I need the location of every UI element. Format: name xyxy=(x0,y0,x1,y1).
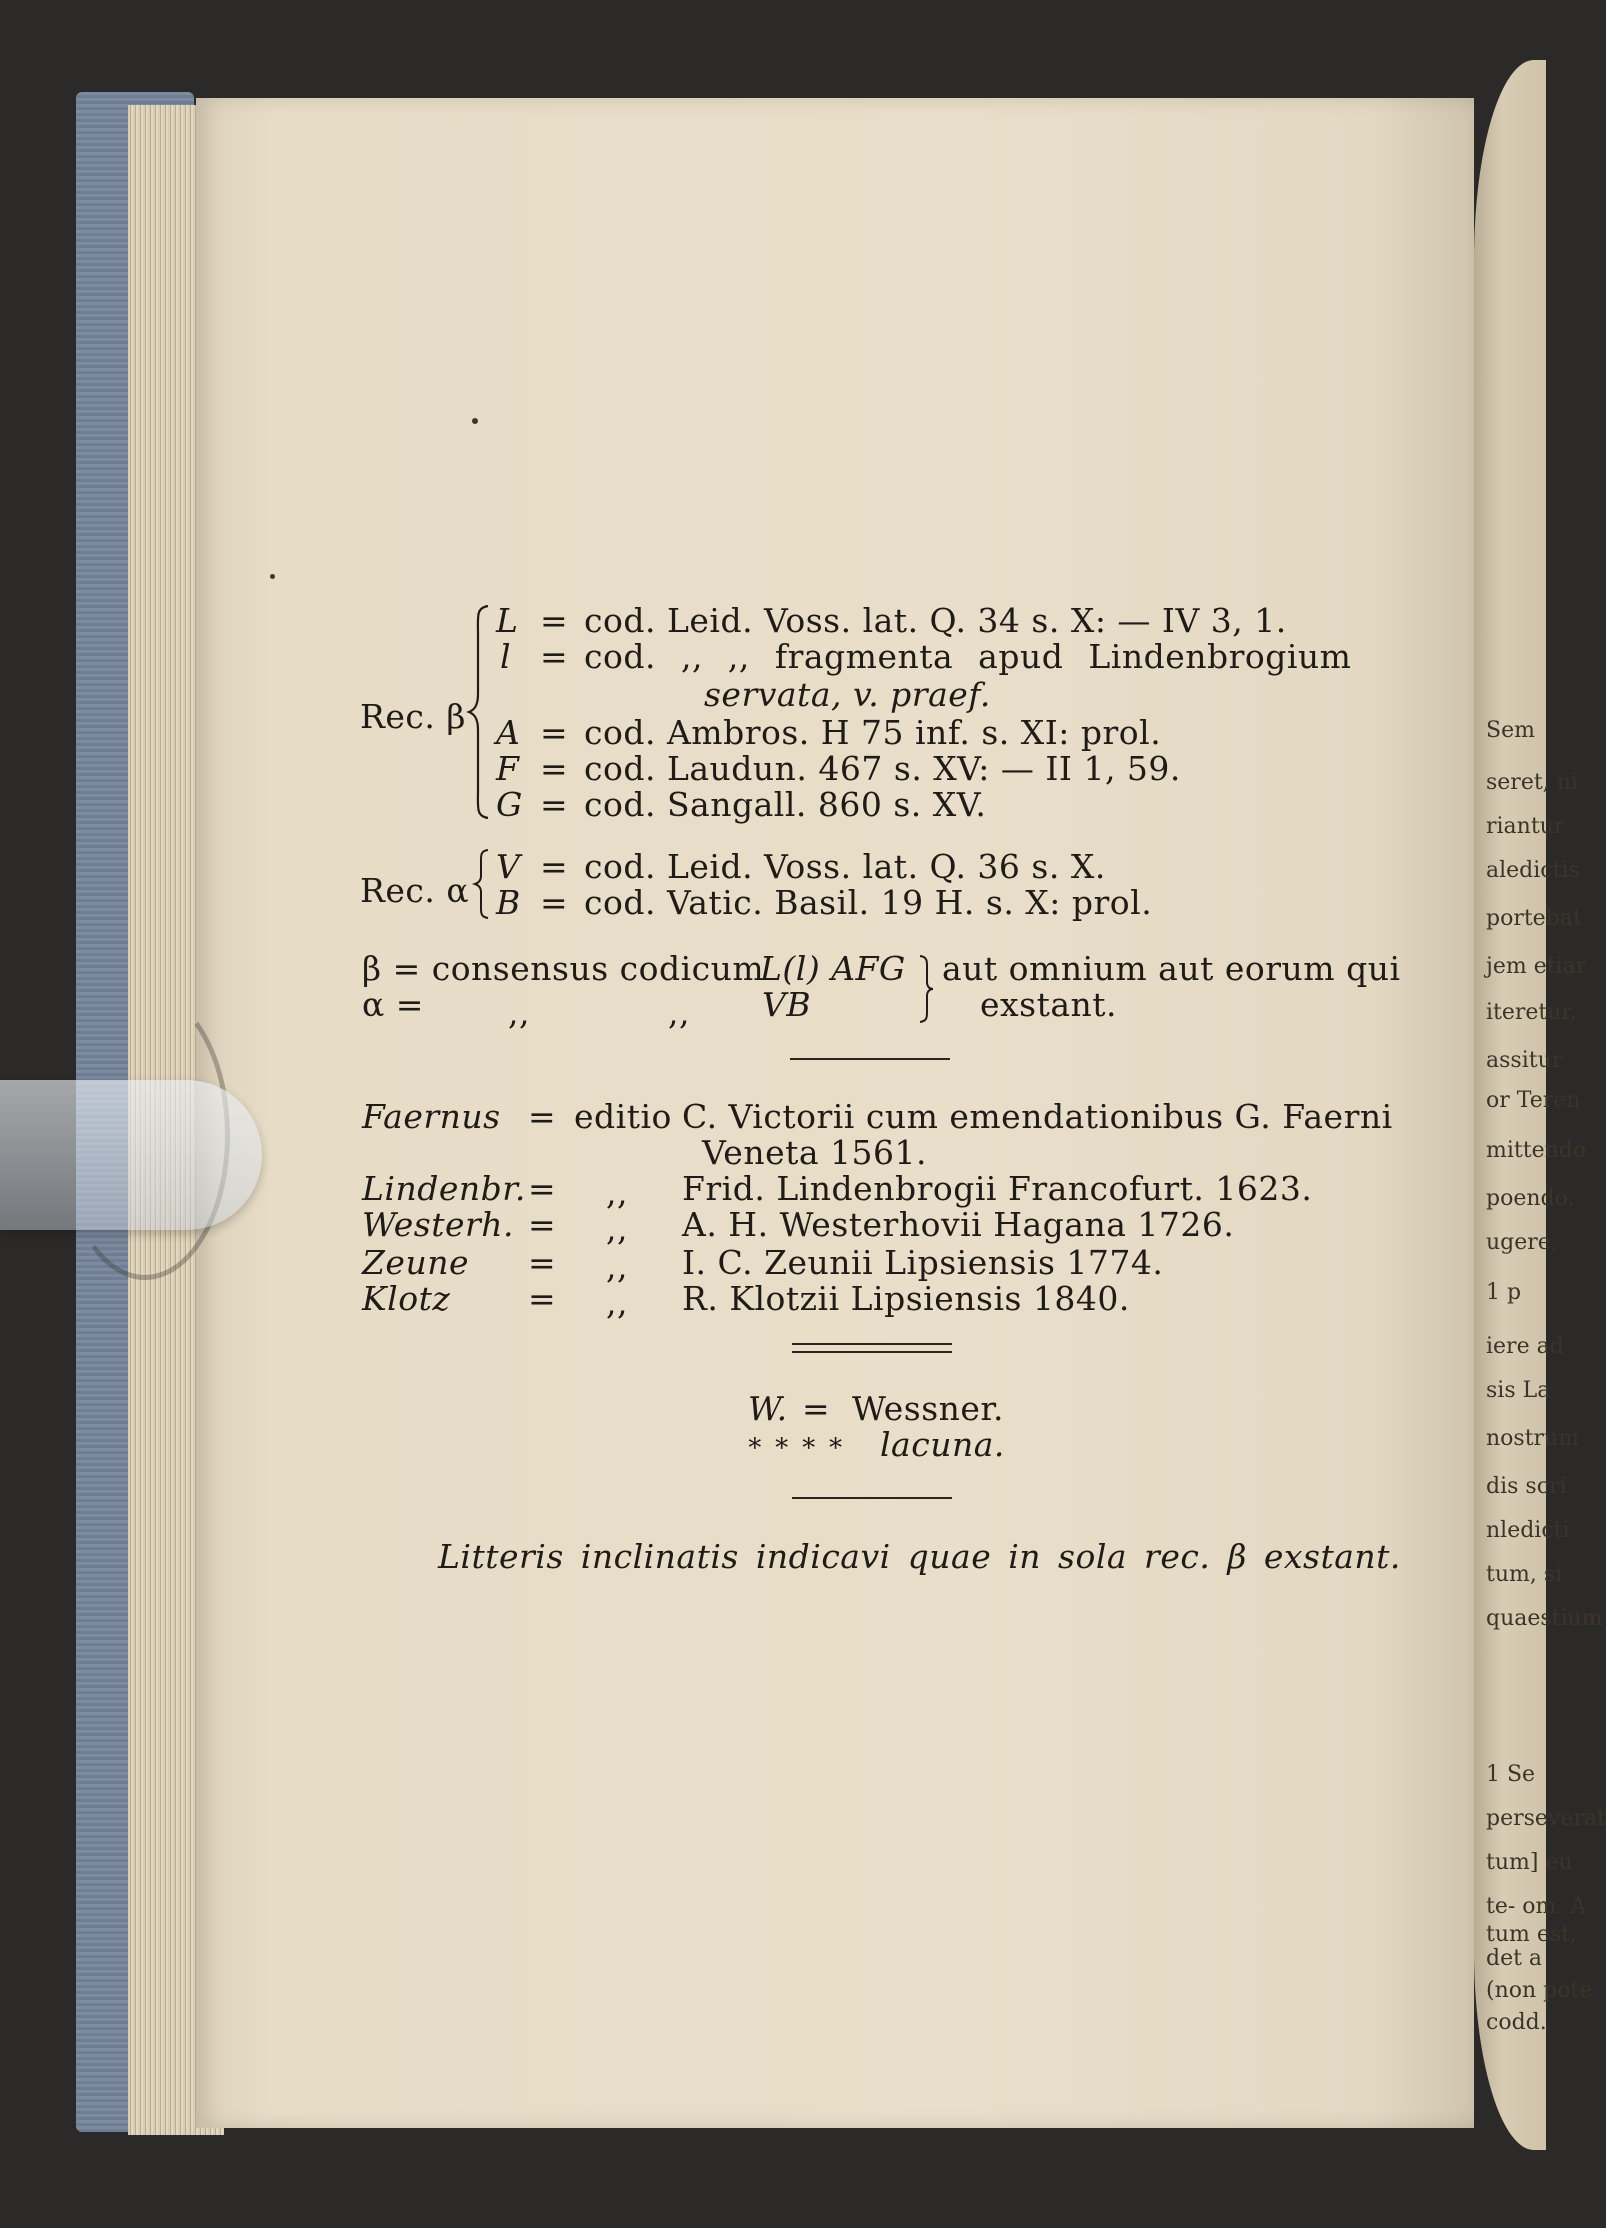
section-rule xyxy=(790,1058,950,1060)
facing-page-fragment: perseverat xyxy=(1486,1806,1606,1831)
consensus-alpha-codes: VB xyxy=(762,985,812,1024)
equals: = xyxy=(540,847,569,886)
facing-page-fragment: (non pote xyxy=(1486,1978,1593,2003)
edition-westerh-desc: A. H. Westerhovii Hagana 1726. xyxy=(682,1205,1235,1244)
edition-westerh: Westerh. xyxy=(362,1205,515,1244)
edition-klotz: Klotz xyxy=(362,1279,451,1318)
codex-V-desc: cod. Leid. Voss. lat. Q. 36 s. X. xyxy=(584,847,1106,886)
consensus-beta-codes: L(l) AFG xyxy=(760,949,906,988)
equals: = xyxy=(802,1389,831,1428)
edition-faernus-desc-cont: Veneta 1561. xyxy=(702,1133,928,1172)
facing-page-fragment: det a xyxy=(1486,1946,1543,1971)
facing-page-fragment: iere ad xyxy=(1486,1334,1564,1359)
codex-G-desc: cod. Sangall. 860 s. XV. xyxy=(584,785,987,824)
ditto-mark: ,, xyxy=(606,1209,628,1248)
edition-faernus-desc: C. Victorii cum emendationibus G. Faerni xyxy=(682,1097,1393,1136)
page-speck xyxy=(270,574,275,579)
edition-klotz-desc: R. Klotzii Lipsiensis 1840. xyxy=(682,1279,1130,1318)
codex-l-desc: cod. ,, ,, fragmenta apud Lindenbrogium xyxy=(584,637,1352,676)
edition-zeune-desc: I. C. Zeunii Lipsiensis 1774. xyxy=(682,1243,1164,1282)
edition-lindenbr-desc: Frid. Lindenbrogii Francofurt. 1623. xyxy=(682,1169,1313,1208)
facing-page-fragment: nostrum xyxy=(1486,1426,1580,1451)
codex-l-desc-cont: servata, v. praef. xyxy=(704,675,991,714)
sig-A: A xyxy=(496,713,521,752)
facing-page-fragment: sis La xyxy=(1486,1378,1551,1403)
facing-page-fragment: portebat xyxy=(1486,906,1582,931)
facing-page-fragment: or Teren xyxy=(1486,1088,1581,1113)
equals: = xyxy=(528,1205,557,1244)
equals: = xyxy=(528,1243,557,1282)
equals: = xyxy=(540,785,569,824)
sig-B: B xyxy=(496,883,521,922)
sig-L: L xyxy=(496,601,519,640)
facing-page-fragment: tum est, xyxy=(1486,1922,1578,1947)
sig-l: l xyxy=(500,637,512,676)
page-speck xyxy=(472,418,478,424)
facing-page-fragment: te- om. A xyxy=(1486,1894,1587,1919)
equals: = xyxy=(528,1097,557,1136)
rec-alpha-label: Rec. α xyxy=(360,871,470,910)
facing-page-fragment: nledicti xyxy=(1486,1518,1570,1543)
ditto-mark: ,, xyxy=(606,1247,628,1286)
facing-page-fragment: riantur xyxy=(1486,814,1565,839)
facing-page-fragment: seret, ni xyxy=(1486,770,1578,795)
wessner-name: Wessner. xyxy=(852,1389,1005,1428)
ditto-mark: ,, xyxy=(668,993,690,1032)
wessner-sig: W. xyxy=(748,1389,788,1428)
facing-page-fragment: codd. xyxy=(1486,2010,1547,2035)
codex-F-desc: cod. Laudun. 467 s. XV: — II 1, 59. xyxy=(584,749,1181,788)
edition-zeune: Zeune xyxy=(362,1243,469,1282)
facing-page-fragment: dis scri xyxy=(1486,1474,1567,1499)
facing-page-fragment: quaestium xyxy=(1486,1606,1603,1631)
sig-G: G xyxy=(496,785,523,824)
equals: = xyxy=(528,1169,557,1208)
facing-page-fragment: tum, si xyxy=(1486,1562,1563,1587)
consensus-tail-cont: exstant. xyxy=(980,985,1118,1024)
equals: = xyxy=(540,713,569,752)
sig-F: F xyxy=(496,749,520,788)
facing-page-fragment: aledictis xyxy=(1486,858,1580,883)
equals: = xyxy=(528,1279,557,1318)
consensus-beta: β = consensus codicum xyxy=(362,949,765,988)
equals: = xyxy=(540,637,569,676)
facing-page-fragment: 1 p xyxy=(1486,1280,1522,1305)
facing-page-fragment: jem etiar xyxy=(1486,954,1587,979)
consensus-brace xyxy=(918,954,934,1024)
rec-beta-label: Rec. β xyxy=(360,697,466,736)
page-clip xyxy=(0,1080,262,1230)
codex-A-desc: cod. Ambros. H 75 inf. s. XI: prol. xyxy=(584,713,1162,752)
facing-page-fragment: 1 Se xyxy=(1486,1762,1536,1787)
ditto-mark: ,, xyxy=(606,1283,628,1322)
consensus-alpha: α = xyxy=(362,985,424,1024)
lacuna-marks: ∗ ∗ ∗ ∗ xyxy=(746,1428,845,1458)
double-rule-top xyxy=(792,1343,952,1345)
rec-alpha-brace xyxy=(474,848,490,920)
edition-lindenbr: Lindenbr. xyxy=(362,1169,526,1208)
codex-B-desc: cod. Vatic. Basil. 19 H. s. X: prol. xyxy=(584,883,1153,922)
equals: = xyxy=(540,749,569,788)
facing-page-fragment: Sem xyxy=(1486,718,1535,743)
ditto-mark: ,, xyxy=(606,1173,628,1212)
ditto-mark: ,, xyxy=(508,993,530,1032)
facing-page-fragment: mittendo xyxy=(1486,1138,1587,1163)
italics-note: Litteris inclinatis indicavi quae in sola rec. β exstant. xyxy=(438,1537,1401,1576)
double-rule-bottom xyxy=(792,1351,952,1353)
codex-L-desc: cod. Leid. Voss. lat. Q. 34 s. X: — IV 3, 1. xyxy=(584,601,1287,640)
equals: = xyxy=(540,601,569,640)
facing-page-fragment: ugere, xyxy=(1486,1230,1558,1255)
facing-page-fragment: assitur xyxy=(1486,1048,1563,1073)
lacuna-word: lacuna. xyxy=(880,1425,1005,1464)
sig-V: V xyxy=(496,847,521,886)
facing-page-fragment: tum] eu xyxy=(1486,1850,1573,1875)
consensus-tail: aut omnium aut eorum qui xyxy=(942,949,1401,988)
edition-pre: editio xyxy=(574,1097,672,1136)
edition-faernus: Faernus xyxy=(362,1097,501,1136)
facing-page-fragment: poendo. xyxy=(1486,1186,1575,1211)
equals: = xyxy=(540,883,569,922)
rec-beta-brace xyxy=(468,604,490,820)
facing-page-fragment: iteretur, xyxy=(1486,1000,1577,1025)
section-rule xyxy=(792,1497,952,1499)
